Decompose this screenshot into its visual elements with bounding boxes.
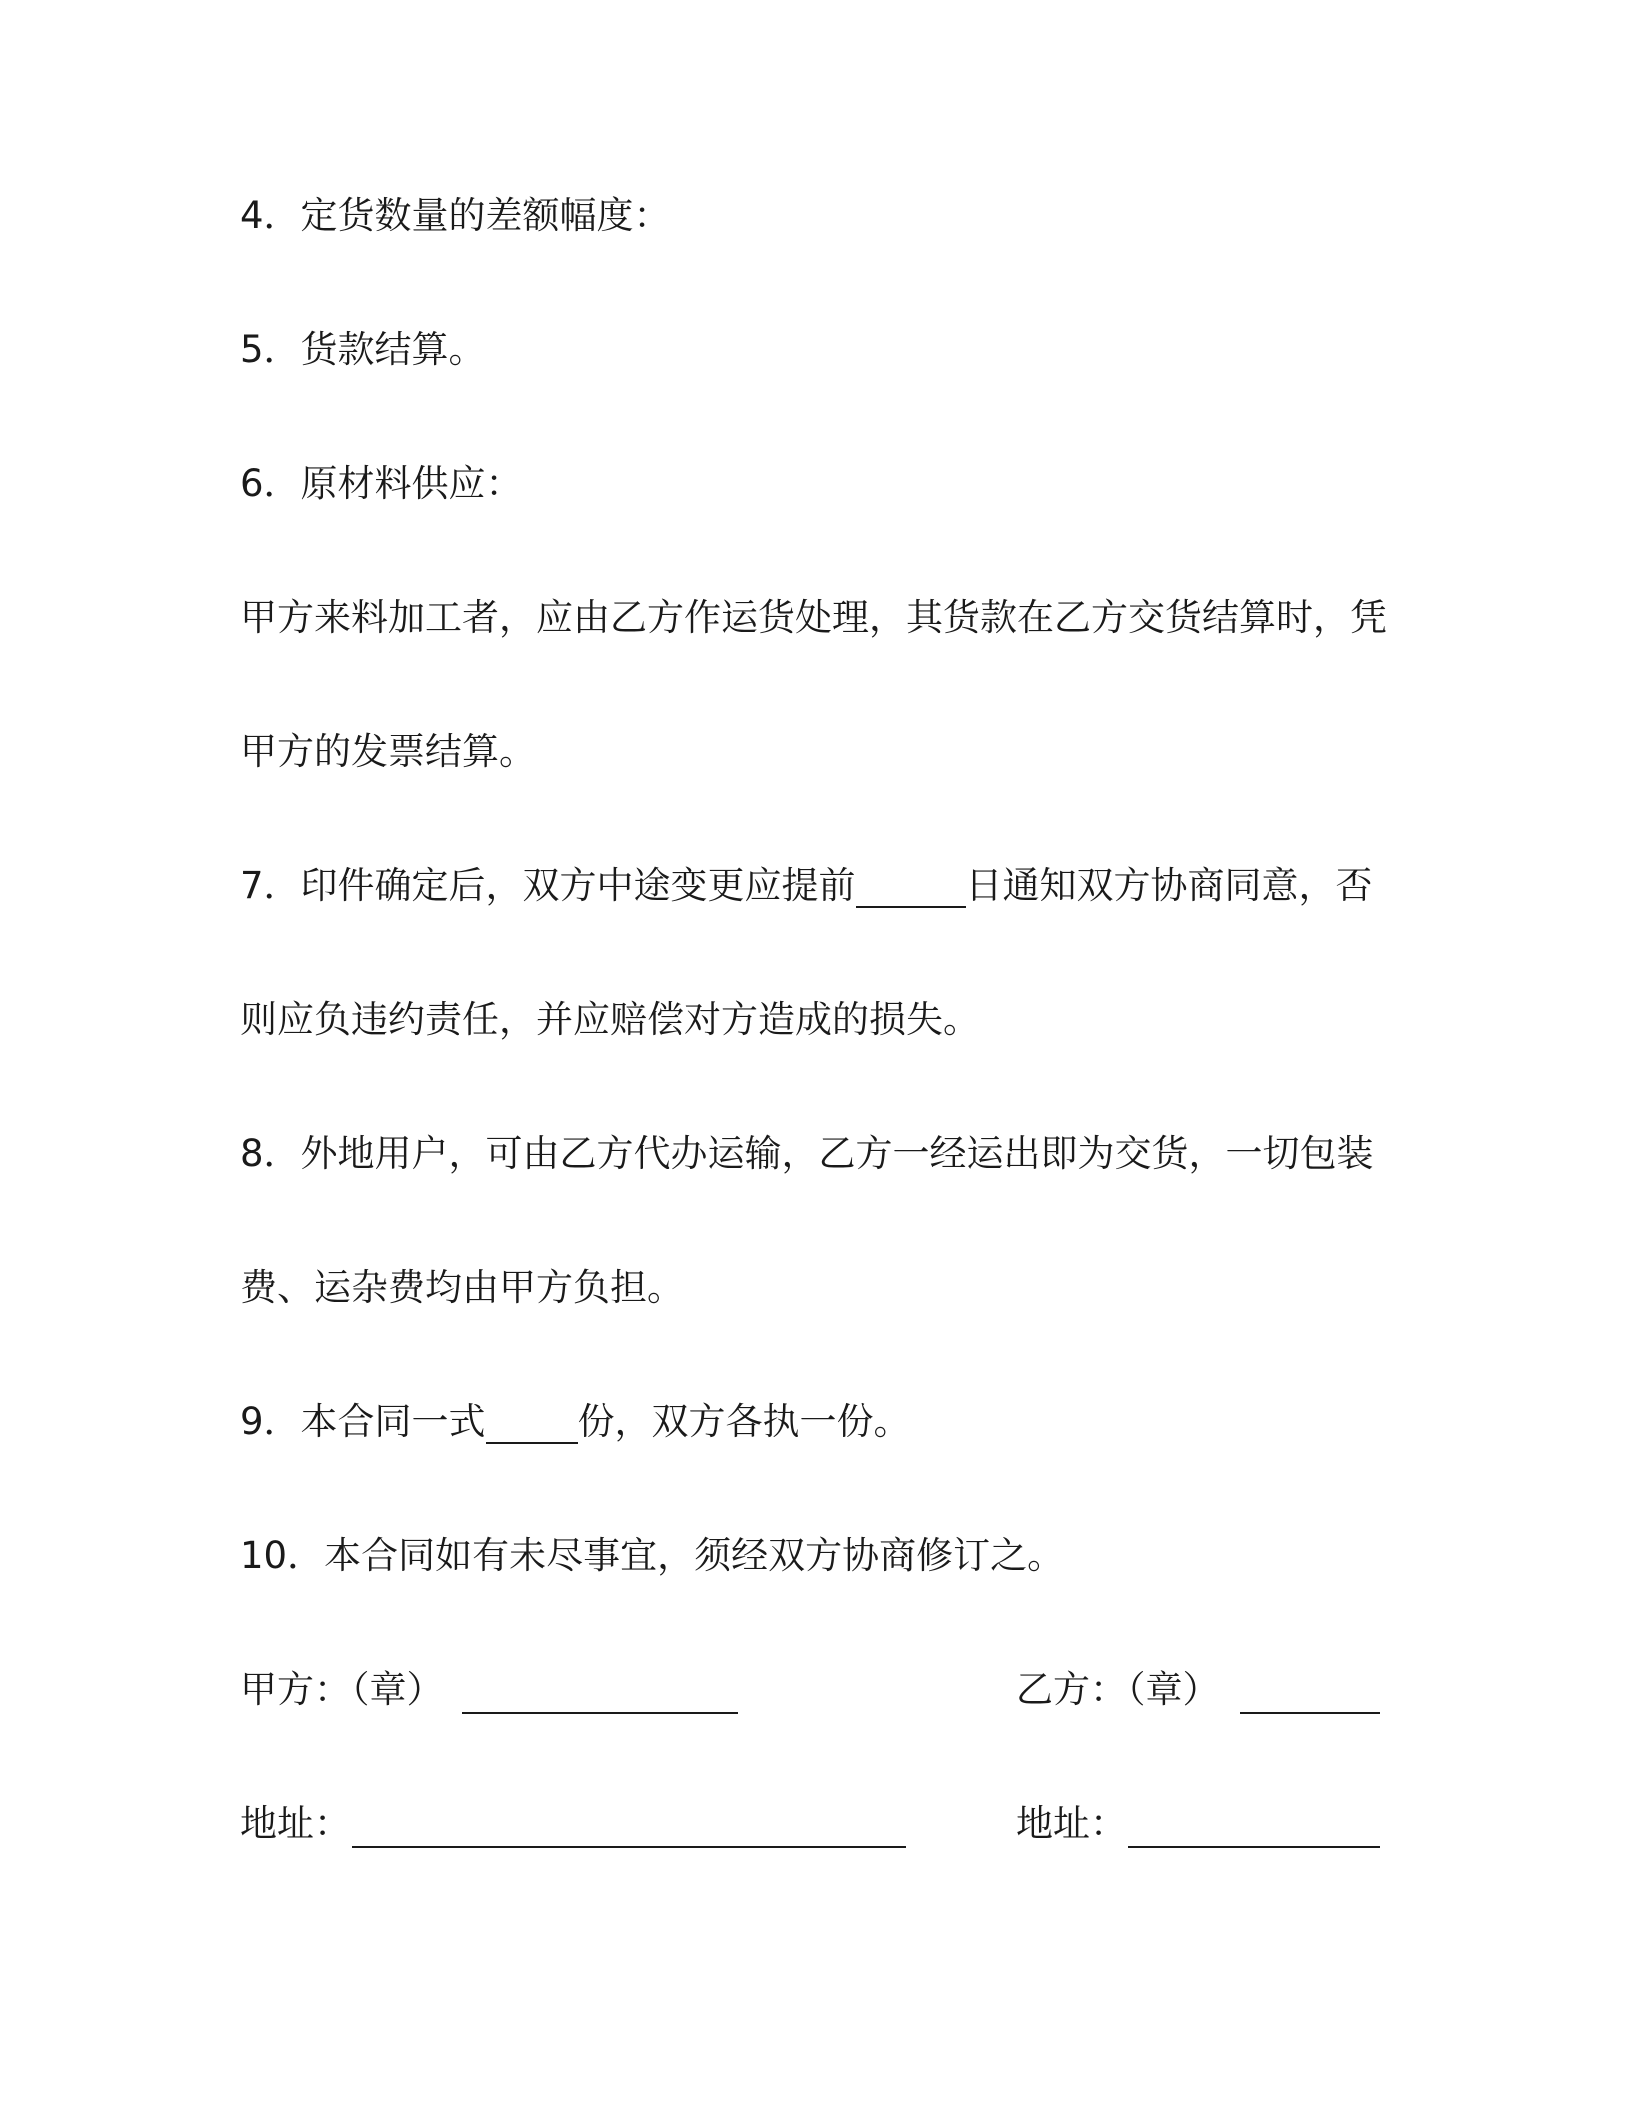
clause-10: 10．本合同如有未尽事宜，须经双方协商修订之。 <box>240 1534 1065 1577</box>
clause-7-line-1 <box>240 862 1373 910</box>
party-b-address-label: 地址： <box>1016 1802 1127 1845</box>
party-a-address-line[interactable] <box>352 1846 906 1848</box>
clause-7-text-after-blank: 日通知双方协商同意，否 <box>965 864 1373 907</box>
clause-8-line-2: 费、运杂费均由甲方负担。 <box>240 1266 684 1309</box>
days-notice-blank[interactable] <box>856 862 966 908</box>
clause-4: 4．定货数量的差额幅度： <box>240 194 671 237</box>
party-a-address-label: 地址： <box>240 1802 351 1845</box>
clause-7-line-2: 则应负违约责任，并应赔偿对方造成的损失。 <box>240 998 980 1041</box>
clause-5: 5．货款结算。 <box>240 328 486 371</box>
clause-6-body-line-2: 甲方的发票结算。 <box>240 730 536 773</box>
party-a-seal-label: 甲方：（章） <box>240 1668 444 1711</box>
clause-9-text-before-blank: 9．本合同一式 <box>240 1400 486 1443</box>
party-b-seal-line[interactable] <box>1240 1712 1380 1714</box>
clause-6: 6．原材料供应： <box>240 462 523 505</box>
party-a-seal-line[interactable] <box>462 1712 738 1714</box>
clause-6-body-line-1: 甲方来料加工者，应由乙方作运货处理，其货款在乙方交货结算时，凭 <box>240 596 1387 639</box>
party-b-seal-label: 乙方：（章） <box>1016 1668 1220 1711</box>
clause-7-text-before-blank: 7．印件确定后，双方中途变更应提前 <box>240 864 856 907</box>
clause-9 <box>240 1398 911 1446</box>
clause-9-text-after-blank: 份，双方各执一份。 <box>577 1400 911 1443</box>
party-b-address-line[interactable] <box>1128 1846 1380 1848</box>
copies-count-blank[interactable] <box>486 1398 578 1444</box>
clause-8-line-1: 8．外地用户，可由乙方代办运输，乙方一经运出即为交货，一切包装 <box>240 1132 1374 1175</box>
